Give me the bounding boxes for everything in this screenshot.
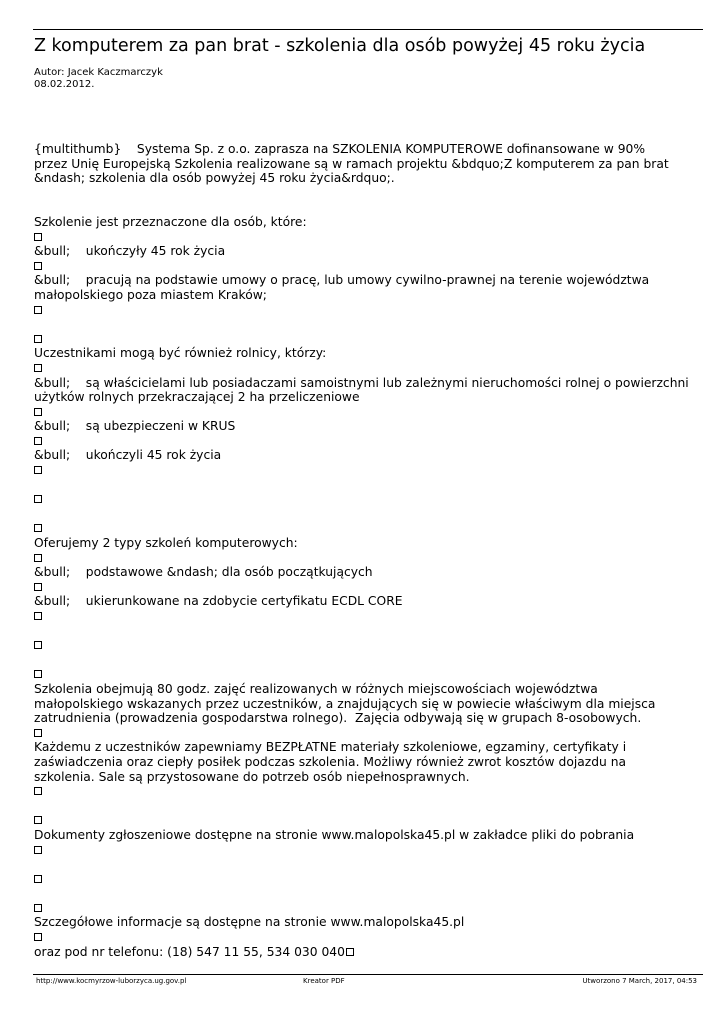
footer-generator: Kreator PDF xyxy=(303,977,345,985)
missing-glyph-box xyxy=(346,948,354,956)
missing-glyph-box xyxy=(34,670,42,678)
missing-glyph-box xyxy=(34,524,42,532)
missing-glyph-box xyxy=(34,787,42,795)
bullet-item: &bull; podstawowe &ndash; dla osób początkujących xyxy=(34,565,373,580)
missing-glyph-box xyxy=(34,641,42,649)
missing-glyph-box xyxy=(34,408,42,416)
bullet-item: &bull; są ubezpieczeni w KRUS xyxy=(34,419,236,434)
missing-glyph-box xyxy=(34,816,42,824)
top-rule xyxy=(33,29,703,30)
bullet-item-cont: małopolskiego poza miastem Kraków; xyxy=(34,287,267,302)
missing-glyph-box xyxy=(34,933,42,941)
bullet-item: &bull; ukończyły 45 rok życia xyxy=(34,244,226,259)
paragraph-line: szkolenia. Sale są przystosowane do potrzeb osób niepełnosprawnych. xyxy=(34,769,470,784)
documents-line: Dokumenty zgłoszeniowe dostępne na stronie www.malopolska45.pl w zakładce pliki do pobrania xyxy=(34,827,635,842)
section-heading: Szkolenie jest przeznaczone dla osób, które: xyxy=(34,214,307,229)
paragraph-line: zaświadczenia oraz ciepły posiłek podczas szkolenia. Możliwy również zwrot kosztów dojazdu na xyxy=(34,754,627,769)
missing-glyph-box xyxy=(34,437,42,445)
missing-glyph-box xyxy=(34,364,42,372)
paragraph-line: małopolskiego wskazanych przez uczestników, a znajdujących się w powiecie właściwym dla miejsca xyxy=(34,696,656,711)
missing-glyph-box xyxy=(34,306,42,314)
intro-line: przez Unię Europejską Szkolenia realizowane są w ramach projektu &bdquo;Z komputerem za pan brat xyxy=(34,156,669,171)
missing-glyph-box xyxy=(34,466,42,474)
bullet-item-cont: użytków rolnych przekraczającej 2 ha przeliczeniowe xyxy=(34,390,360,405)
date-line: 08.02.2012. xyxy=(34,79,95,90)
missing-glyph-box xyxy=(34,262,42,270)
article-body xyxy=(34,142,702,959)
page-title: Z komputerem za pan brat - szkolenia dla osób powyżej 45 roku życia xyxy=(34,36,646,56)
bottom-rule xyxy=(33,974,703,975)
bullet-item: &bull; ukierunkowane na zdobycie certyfikatu ECDL CORE xyxy=(34,594,403,609)
bullet-item: &bull; ukończyli 45 rok życia xyxy=(34,448,222,463)
paragraph-line: Szkolenia obejmują 80 godz. zajęć realizowanych w różnych miejscowościach województwa xyxy=(34,681,598,696)
missing-glyph-box xyxy=(34,554,42,562)
missing-glyph-box xyxy=(34,233,42,241)
section-heading: Oferujemy 2 typy szkoleń komputerowych: xyxy=(34,536,298,551)
footer-url: http://www.kocmyrzow-luborzyca.ug.gov.pl xyxy=(36,977,187,985)
missing-glyph-box xyxy=(34,612,42,620)
author-line: Autor: Jacek Kaczmarczyk xyxy=(34,67,163,78)
missing-glyph-box xyxy=(34,335,42,343)
intro-line: &ndash; szkolenia dla osób powyżej 45 roku życia&rdquo;. xyxy=(34,171,395,186)
missing-glyph-box xyxy=(34,904,42,912)
footer-created: Utworzono 7 March, 2017, 04:53 xyxy=(582,977,697,985)
missing-glyph-box xyxy=(34,875,42,883)
bullet-item: &bull; pracują na podstawie umowy o pracę, lub umowy cywilno-prawnej na terenie województwa xyxy=(34,273,650,288)
missing-glyph-box xyxy=(34,846,42,854)
paragraph-line: zatrudnienia (prowadzenia gospodarstwa rolnego). Zajęcia odbywają się w grupach 8-osobowych. xyxy=(34,711,642,726)
missing-glyph-box xyxy=(34,729,42,737)
paragraph-line: Każdemu z uczestników zapewniamy BEZPŁATNE materiały szkoleniowe, egzaminy, certyfikaty i xyxy=(34,740,627,755)
article-meta xyxy=(34,67,163,91)
intro-line: {multithumb} Systema Sp. z o.o. zaprasza na SZKOLENIA KOMPUTEROWE dofinansowane w 90% xyxy=(34,142,646,156)
missing-glyph-box xyxy=(34,583,42,591)
bullet-item: &bull; są właścicielami lub posiadaczami samoistnymi lub zależnymi nieruchomości rolnej o powierzchni xyxy=(34,375,689,390)
info-line: Szczegółowe informacje są dostępne na stronie www.malopolska45.pl xyxy=(34,915,465,930)
missing-glyph-box xyxy=(34,495,42,503)
section-heading: Uczestnikami mogą być również rolnicy, którzy: xyxy=(34,346,327,361)
phone-line: oraz pod nr telefonu: (18) 547 11 55, 534 030 040 xyxy=(34,944,345,959)
